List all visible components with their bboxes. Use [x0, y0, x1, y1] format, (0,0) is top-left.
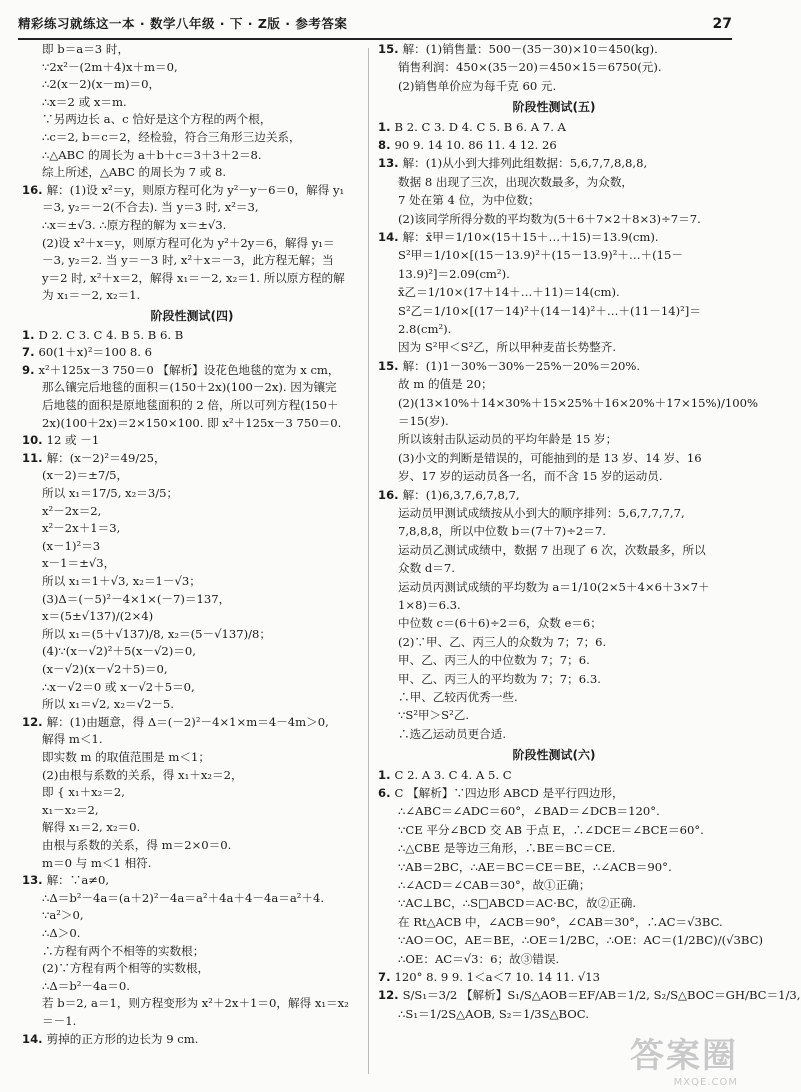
answer-line — [378, 287, 620, 299]
answer-text: x²－2x＋1＝3, — [42, 521, 121, 536]
answer-text: 解：(1)设 x²＝y，则原方程可化为 y²－y－6＝0，解得 y₁ — [46, 182, 345, 197]
answer-text: ∴△ABC 的周长为 a＋b＋c＝3＋3＋2＝8. — [42, 147, 262, 162]
answer-text: ∵a²＞0, — [42, 908, 84, 923]
answer-text: 即实数 m 的取值范围是 m＜1； — [42, 750, 210, 764]
answer-line — [22, 714, 329, 729]
answer-line — [22, 1016, 76, 1028]
answer-line — [22, 699, 174, 711]
answer-text: 所以 x₁＝1＋√3, x₂＝1－√3； — [42, 574, 201, 588]
answer-text: (3)小文的判断是错误的，可能抽到的是 13 岁、14 岁、16 — [398, 450, 702, 465]
answer-line — [22, 822, 140, 834]
answer-text: 解：x̄甲＝1/10×(15＋15＋…＋15)＝13.9(cm). — [402, 230, 659, 244]
answer-line — [22, 435, 99, 447]
answer-text: 数据 8 出现了三次，出现次数最多，为众数， — [398, 174, 634, 189]
answer-text: ∴方程有两个不相等的实数根； — [42, 943, 205, 958]
answer-text: 即 b＝a＝3 时， — [42, 42, 130, 56]
answer-text: x－1＝±√3， — [42, 556, 116, 571]
answer-line — [22, 734, 103, 746]
answer-text: 12 或 －1 — [46, 433, 100, 448]
answer-line — [22, 79, 160, 91]
answer-line — [378, 671, 601, 686]
answer-line — [22, 347, 152, 359]
question-number: 6. — [378, 786, 395, 800]
section-heading: 阶段性测试(五) — [512, 100, 596, 115]
answer-line — [22, 752, 210, 764]
answer-line — [378, 44, 658, 56]
answer-line — [378, 250, 683, 262]
answer-line — [378, 972, 600, 984]
answer-line — [22, 767, 243, 782]
answer-line — [378, 1006, 589, 1021]
answer-text: m＝0 与 m＜1 相符. — [42, 855, 152, 870]
answer-line — [378, 726, 507, 741]
answer-text: ∴x－√2＝0 或 x－√2＋5＝0, — [42, 679, 195, 694]
answer-line — [22, 470, 128, 482]
answer-line — [22, 167, 226, 179]
question-number: 1. — [378, 119, 395, 134]
answer-line — [378, 119, 566, 134]
answer-line — [22, 220, 226, 232]
question-number: 16. — [378, 487, 403, 502]
answer-text: C 2. A 3. C 4. A 5. C — [394, 767, 512, 782]
answer-line — [378, 822, 704, 837]
answer-line — [22, 114, 271, 126]
answer-text: 运动员甲测试成绩按从小到大的顺序排列：5,6,7,7,7,7, — [398, 506, 685, 520]
answer-line — [378, 324, 451, 336]
answer-text: 即 { x₁＋x₂＝2, — [42, 785, 125, 800]
question-number: 12. — [378, 988, 403, 1003]
answer-line — [22, 290, 140, 302]
answer-line — [22, 235, 335, 250]
answer-text: S/S₁＝3/2 【解析】S₁/S△AOB＝EF/AB＝1/2, S₂/S△BOC＝GH/BC＝1/3, — [402, 988, 801, 1003]
question-number: 15. — [378, 42, 403, 56]
answer-text: S²甲＝1/10×[(15－13.9)²＋(15－13.9)²＋…＋(15－ — [398, 248, 684, 263]
answer-line — [378, 634, 607, 649]
answer-text: 为 x₁＝－2, x₂＝1. — [42, 288, 141, 303]
watermark-logo — [630, 1028, 738, 1088]
answer-line — [22, 963, 209, 975]
answer-text: 2x)(100＋2x)＝2×150×100. 即 x²＋125x－3 750＝0. — [42, 415, 342, 430]
answer-text: x₁－x₂＝2, — [42, 802, 99, 817]
answer-line — [22, 875, 109, 887]
answer-line — [378, 471, 663, 483]
answer-line — [378, 710, 469, 722]
question-number: 1. — [378, 767, 395, 782]
answer-text: 解：(1)6,3,7,6,7,8,7, — [402, 487, 520, 502]
question-number: 10. — [22, 433, 47, 448]
answer-line — [378, 935, 763, 947]
question-number: 11. — [22, 450, 47, 465]
answer-text: ∴Δ＝b²－4a＝0. — [42, 978, 130, 993]
answer-text: 2.8(cm²). — [398, 322, 452, 336]
answer-text: 若 b＝2, a＝1，则方程变形为 x²＋2x＋1＝0，解得 x₁＝x₂ — [42, 996, 349, 1011]
answer-text: 解：(1)1－30%－30%－25%－20%＝20%. — [402, 358, 641, 373]
answer-line — [22, 255, 334, 267]
answer-line — [378, 843, 615, 855]
answer-text: ∴∠ACD＝∠CAB＝30°，故①正确； — [398, 878, 591, 892]
answer-text: 中位数 c＝(6＋6)÷2＝6，众数 e＝6； — [398, 616, 602, 631]
answer-text: ∴2(x－2)(x－m)＝0， — [42, 77, 161, 92]
answer-line — [22, 44, 129, 56]
answer-text: 解：(1)从小到大排列此组数据：5,6,7,7,8,8,8, — [402, 156, 648, 171]
answer-text: y＝2 时, x²＋x＝2，解得 x₁＝－2, x₂＝1. 所以原方程的解 — [42, 270, 345, 285]
section-heading: 阶段性测试(四) — [150, 309, 234, 323]
answer-text: ∴选乙运动员更合适. — [398, 726, 507, 741]
answer-line — [22, 362, 340, 377]
answer-line — [378, 806, 660, 818]
answer-line — [378, 195, 540, 207]
answer-line — [22, 488, 178, 500]
answer-line — [22, 998, 349, 1010]
answer-line — [22, 450, 166, 465]
answer-text: ＝3, y₂＝－2(不合去). 当 y＝3 时, x²＝3, — [42, 200, 259, 215]
answer-text: 解：∵a≠0, — [46, 873, 110, 888]
column-divider — [368, 48, 369, 1074]
answer-line — [378, 487, 520, 502]
answer-line — [378, 880, 590, 892]
answer-text: B 2. C 3. D 4. C 5. B 6. A 7. A — [394, 119, 566, 134]
answer-line — [378, 898, 636, 910]
answer-text: 1×8)＝6.3. — [398, 598, 461, 612]
answer-line — [378, 563, 455, 575]
answer-line — [22, 646, 196, 658]
answer-text: ∴Δ＞0. — [42, 926, 81, 940]
answer-line — [22, 679, 195, 694]
answer-line — [22, 890, 325, 905]
answer-line — [22, 94, 127, 109]
answer-line — [378, 951, 560, 966]
question-number: 7. — [378, 970, 395, 984]
answer-text: 由根与系数的关系，得 m＝2×0＝0. — [42, 838, 232, 852]
answer-line — [22, 576, 201, 588]
answer-line — [22, 910, 84, 922]
answer-text: 运动员丙测试成绩的平均数为 a＝1/10(2×5＋4×6＋3×7＋ — [398, 579, 710, 594]
answer-text: C 【解析】∵四边形 ABCD 是平行四边形， — [394, 786, 624, 800]
answer-line — [378, 342, 616, 354]
answer-text: (2)由根与系数的关系，得 x₁＋x₂＝2， — [42, 767, 243, 782]
answer-line — [22, 802, 99, 817]
answer-text: ∵AB＝2BC，∴AE＝BC＝CE＝BE，∴∠ACB＝90°. — [398, 859, 672, 874]
answer-line — [22, 523, 120, 535]
answer-text: 故 m 的值是 20； — [398, 377, 493, 392]
answer-text: (2)销售单价应为每千克 60 元. — [398, 78, 557, 93]
answer-line — [378, 211, 701, 226]
answer-line — [22, 182, 345, 197]
answer-text: 解：(1)销售量：500－(35－30)×10＝450(kg). — [402, 42, 658, 56]
answer-text: (x－√2)(x－√2＋5)＝0, — [42, 662, 168, 676]
answer-line — [378, 395, 759, 410]
answer-text: 因为 S²甲＜S²乙，所以甲种麦苗长势整齐. — [398, 340, 617, 355]
answer-text: D 2. C 3. C 4. B 5. B 6. B — [38, 327, 184, 342]
question-number: 15. — [378, 358, 403, 373]
answer-text: ∵另两边长 a、c 恰好是这个方程的两个根， — [42, 112, 272, 127]
answer-line — [378, 600, 461, 612]
answer-text: 那么镶完后地毯的面积＝(150＋2x)(100－2x). 因为镶完 — [42, 380, 337, 395]
answer-line — [378, 788, 624, 800]
question-number: 7. — [22, 345, 39, 360]
answer-text: ∵AO＝OC，AE＝BE，∴OE＝1/2BC，∴OE：AC＝(1/2BC)/(√3BC) — [398, 933, 764, 948]
answer-line — [22, 664, 168, 676]
answer-text: 60(1＋x)²＝100 8. 6 — [38, 345, 153, 360]
header-title: 精彩练习就练这一本 · 数学八年级 · 下 · Z版 · 参考答案 — [18, 16, 348, 31]
answer-line — [378, 303, 701, 318]
answer-text: (2)(13×10%＋14×30%＋15×25%＋16×20%＋17×15%)/100% — [398, 395, 759, 410]
answer-line — [378, 358, 641, 373]
answer-text: 7,8,8,8，所以中位数 b＝(7＋7)÷2＝7. — [398, 524, 606, 539]
answer-line — [22, 270, 345, 285]
answer-text: 解得 m＜1. — [42, 732, 103, 747]
answer-text: 所以 x₁＝(5＋√137)/8, x₂＝(5－√137)/8； — [42, 626, 272, 641]
answer-line — [22, 626, 272, 641]
answer-text: (x－2)＝±7/5， — [42, 468, 129, 483]
answer-text: ∵CE 平分∠BCD 交 AB 于点 E，∴∠DCE＝∠BCE＝60°. — [398, 822, 704, 837]
answer-line — [22, 327, 184, 342]
section-heading: 阶段性测试(六) — [512, 748, 596, 763]
answer-line — [22, 59, 178, 74]
page-number: 27 — [712, 16, 732, 32]
question-number: 8. — [378, 138, 395, 152]
answer-line — [378, 416, 449, 428]
answer-text: 剪掉的正方形的边长为 9 cm. — [46, 1031, 199, 1046]
answer-line — [22, 132, 301, 144]
page-header — [18, 10, 732, 40]
answer-line — [22, 943, 205, 958]
answer-text: 在 Rt△ACB 中，∠ACB＝90°，∠CAB＝30°，∴AC＝√3BC. — [398, 914, 723, 929]
answer-line — [378, 655, 590, 667]
answer-text: 所以该射击队运动员的平均年龄是 15 岁； — [398, 432, 618, 447]
answer-line — [22, 558, 115, 570]
answer-line — [22, 400, 338, 412]
answer-line — [22, 591, 231, 606]
answer-line — [378, 78, 557, 93]
answer-line — [378, 266, 510, 281]
answer-text: 解得 x₁＝2, x₂＝0. — [42, 820, 141, 835]
answer-text: x̄乙＝1/10×(17＋14＋…＋11)＝14(cm). — [398, 285, 620, 300]
answer-text: S²乙＝1/10×[(17－14)²＋(14－14)²＋…＋(11－14)²]＝ — [398, 303, 701, 318]
answer-text: 后地毯的面积是原地毯面积的 2 倍，所以可列方程(150＋ — [42, 398, 339, 412]
answer-text: (3)Δ＝(－5)²－4×1×(－7)＝137， — [42, 591, 231, 606]
question-number: 1. — [22, 327, 39, 342]
answer-text: ∴∠ABC＝∠ADC＝60°，∠BAD＝∠DCB＝120°. — [398, 804, 660, 819]
answer-line — [378, 767, 512, 782]
answer-text: 运动员乙测试成绩中，数据 7 出现了 6 次，次数最多，所以 — [398, 542, 706, 557]
question-number: 13. — [22, 873, 47, 888]
answer-text: ∴OE：AC＝√3：6；故③错误. — [398, 951, 560, 966]
answer-line — [22, 840, 231, 852]
answer-text: －3, y₂＝2. 当 y＝－3 时, x²＋x＝－3，此方程无解；当 — [42, 253, 334, 268]
answer-line — [378, 914, 723, 929]
answer-text: 甲、乙、丙三人的平均数为 7；7；6.3. — [398, 671, 601, 686]
answer-text: 7 处在第 4 位，为中位数； — [398, 193, 540, 208]
answer-line — [378, 526, 606, 538]
answer-line — [22, 787, 125, 799]
question-number: 16. — [22, 182, 47, 197]
answer-line — [378, 542, 706, 557]
answer-line — [378, 859, 672, 874]
answer-line — [378, 174, 634, 189]
question-number: 9. — [22, 362, 39, 377]
answer-line — [378, 232, 659, 244]
answer-text: 所以 x₁＝17/5, x₂＝3/5； — [42, 486, 179, 500]
answer-text: ∴c＝2, b＝c＝2，经检验，符合三角形三边关系， — [42, 130, 301, 144]
answer-text: ∴S₁＝1/2S△AOB, S₂＝1/3S△BOC. — [398, 1006, 589, 1021]
answer-text: ∴x＝±√3. ∴原方程的解为 x＝±√3. — [42, 218, 227, 232]
answer-text: (2)设 x²＋x＝y，则原方程可化为 y²＋2y＝6，解得 y₁＝ — [42, 235, 335, 250]
answer-text: x＝(5±√137)/(2×4) — [42, 609, 154, 624]
answer-text: ＝15(岁). — [398, 414, 449, 428]
answer-text: 所以 x₁＝√2, x₂＝√2－5. — [42, 697, 174, 712]
answer-text: ∵S²甲＞S²乙. — [398, 708, 470, 723]
answer-text: 解：(x－2)²＝49/25， — [46, 450, 166, 465]
answer-text: 13.9)²]＝2.09(cm²). — [398, 266, 510, 281]
answer-text: 岁、17 岁的运动员各一名，而不含 15 岁的运动员. — [398, 469, 663, 484]
answer-text: 甲、乙、丙三人的中位数为 7；7；6. — [398, 653, 590, 668]
answer-text: 解：(1)由题意，得 Δ＝(－2)²－4×1×m＝4－4m＞0, — [46, 714, 329, 729]
answer-text: 众数 d＝7. — [398, 561, 455, 576]
answer-line — [378, 62, 662, 74]
watermark-sub: MXQE.COM — [673, 1077, 738, 1088]
answer-text: (4)∵(x－√2)²＋5(x－√2)＝0, — [42, 644, 196, 659]
answer-line — [22, 928, 80, 940]
answer-line — [378, 158, 647, 170]
answer-text: 综上所述，△ABC 的周长为 7 或 8. — [42, 165, 227, 180]
answer-line — [378, 450, 702, 465]
answer-line — [378, 434, 617, 446]
watermark-main: 答案圈 — [630, 1036, 738, 1076]
answer-text: (2)∵甲、乙、丙三人的众数为 7；7；6. — [398, 634, 607, 649]
answer-line — [22, 503, 102, 518]
answer-text: ∵2x²－(2m＋4)x＋m＝0, — [42, 59, 178, 74]
answer-text: ∴x＝2 或 x＝m. — [42, 94, 127, 109]
question-number: 13. — [378, 156, 403, 171]
answer-line — [378, 579, 710, 594]
answer-line — [378, 692, 518, 704]
answer-text: ＝－1. — [42, 1014, 77, 1028]
answer-line — [22, 1031, 199, 1046]
answer-line — [22, 202, 259, 214]
answer-line — [378, 140, 557, 152]
answer-line — [22, 855, 152, 870]
question-number: 14. — [378, 230, 403, 244]
answer-text: (x－1)²＝3 — [42, 538, 101, 553]
answer-line — [22, 415, 342, 430]
answer-text: ∴Δ＝b²－4a＝(a＋2)²－4a＝a²＋4a＋4－4a＝a²＋4. — [42, 890, 325, 905]
answer-line — [22, 382, 337, 394]
answer-text: ∴甲、乙较丙优秀一些. — [398, 690, 518, 704]
answer-text: 120° 8. 9 9. 1＜a＜7 10. 14 11. √13 — [394, 970, 601, 984]
answer-text: (2)∵方程有两个相等的实数根， — [42, 961, 210, 976]
answer-text: ∵AC⊥BC，∴S□ABCD＝AC·BC，故②正确. — [398, 896, 637, 911]
answer-text: 90 9. 14 10. 86 11. 4 12. 26 — [394, 138, 557, 152]
answer-text: x²－2x＝2, — [42, 503, 102, 518]
answer-line — [22, 538, 101, 553]
answer-line — [378, 990, 801, 1002]
answer-line — [378, 508, 685, 520]
answer-line — [22, 611, 153, 623]
question-number: 12. — [22, 714, 47, 729]
answer-text: ∴△CBE 是等边三角形，∴BE＝BC＝CE. — [398, 841, 616, 856]
answer-line — [378, 379, 493, 391]
answer-line — [22, 978, 130, 993]
answer-line — [22, 147, 262, 162]
question-number: 14. — [22, 1031, 47, 1046]
answer-text: 销售利润：450×(35－20)＝450×15＝6750(元). — [398, 60, 662, 75]
answer-text: (2)该同学所得分数的平均数为(5＋6＋7×2＋8×3)÷7＝7. — [398, 211, 701, 226]
answer-line — [378, 618, 602, 630]
answer-text: x²＋125x－3 750＝0 【解析】设花色地毯的宽为 x cm， — [38, 362, 340, 377]
